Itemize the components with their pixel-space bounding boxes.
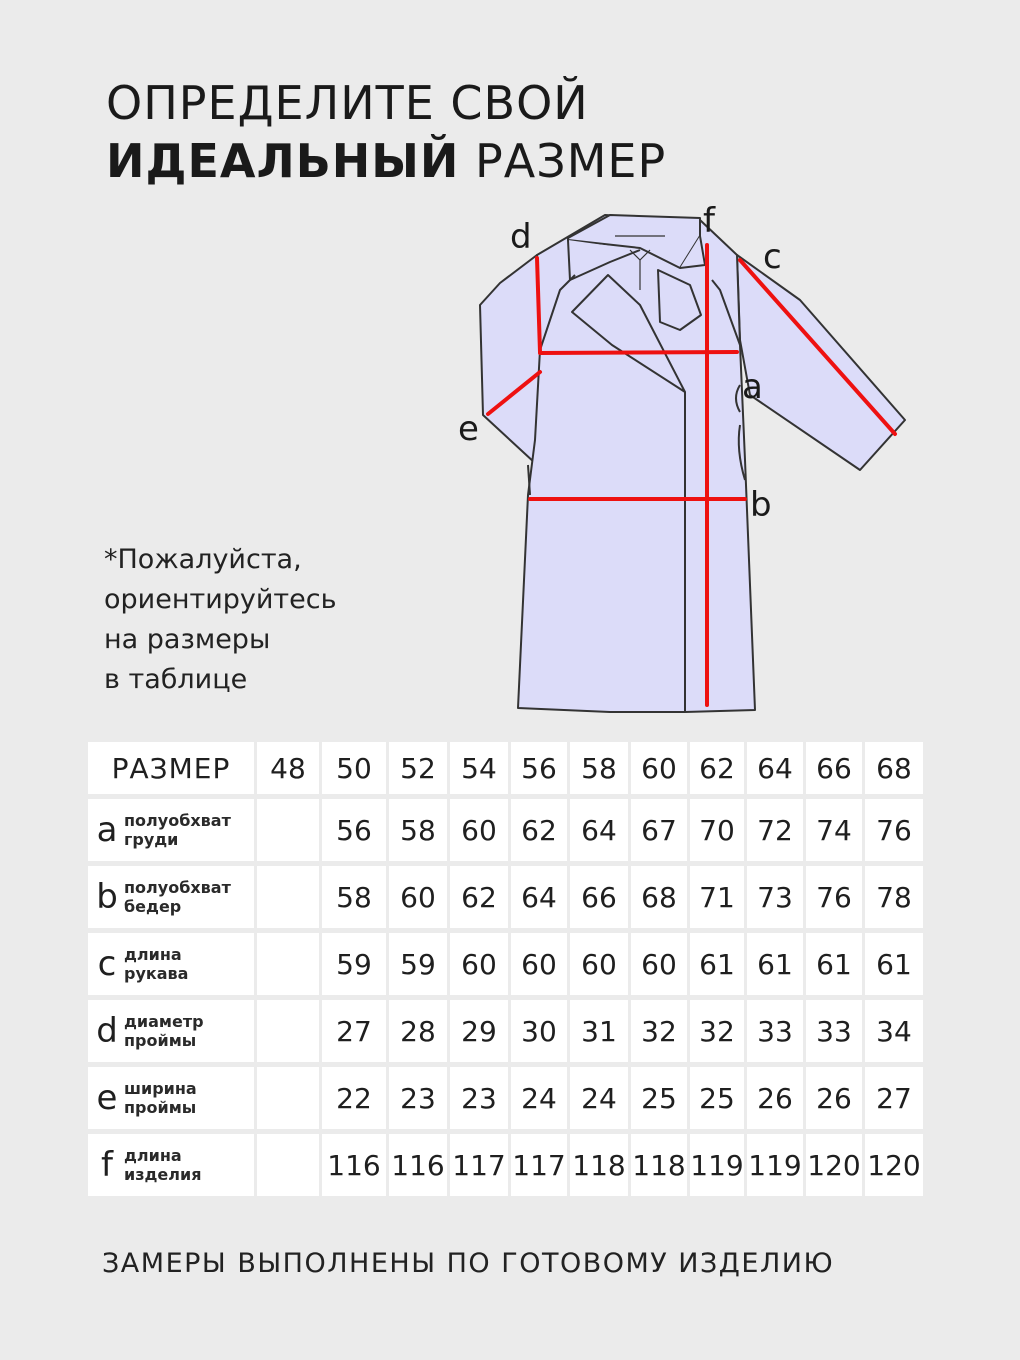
table-cell: 67 bbox=[631, 799, 687, 861]
measure-description-line: рукава bbox=[124, 964, 189, 983]
measure-letter: c bbox=[97, 944, 117, 984]
measure-description bbox=[124, 811, 231, 849]
table-cell: 71 bbox=[690, 866, 744, 928]
measure-label bbox=[88, 1067, 254, 1129]
note-line: на размеры bbox=[104, 624, 271, 655]
table-cell: 74 bbox=[806, 799, 862, 861]
table-cell: 24 bbox=[511, 1067, 567, 1129]
measure-letter: f bbox=[101, 1145, 113, 1185]
label-e: e bbox=[458, 409, 479, 449]
measure-label bbox=[88, 799, 254, 861]
measure-description-line: бедер bbox=[124, 897, 182, 916]
title-line-2 bbox=[106, 132, 666, 190]
size-note bbox=[104, 540, 337, 700]
table-cell: 23 bbox=[450, 1067, 508, 1129]
table-cell: 116 bbox=[389, 1134, 447, 1196]
table-cell: 119 bbox=[690, 1134, 744, 1196]
table-cell: 61 bbox=[865, 933, 923, 995]
table-cell: 72 bbox=[747, 799, 803, 861]
table-cell: 118 bbox=[631, 1134, 687, 1196]
table-cell: 117 bbox=[450, 1134, 508, 1196]
label-a: a bbox=[742, 367, 763, 407]
table-cell: 25 bbox=[690, 1067, 744, 1129]
table-cell: 73 bbox=[747, 866, 803, 928]
table-cell bbox=[257, 866, 319, 928]
table-cell: 60 bbox=[631, 933, 687, 995]
coat-illustration bbox=[480, 215, 905, 712]
title-line-1: ОПРЕДЕЛИТЕ СВОЙ bbox=[106, 76, 589, 130]
table-cell: 60 bbox=[389, 866, 447, 928]
table-cell: 59 bbox=[322, 933, 386, 995]
table-cell: 64 bbox=[570, 799, 628, 861]
note-line: в таблице bbox=[104, 664, 248, 695]
size-header: 60 bbox=[631, 742, 687, 794]
measure-label bbox=[88, 1000, 254, 1062]
measure-letter: a bbox=[96, 810, 118, 850]
table-cell: 22 bbox=[322, 1067, 386, 1129]
table-cell: 76 bbox=[806, 866, 862, 928]
table-cell: 26 bbox=[747, 1067, 803, 1129]
table-cell: 27 bbox=[865, 1067, 923, 1129]
table-cell bbox=[257, 1000, 319, 1062]
size-header: 62 bbox=[690, 742, 744, 794]
table-cell: 26 bbox=[806, 1067, 862, 1129]
label-d: d bbox=[510, 217, 532, 257]
measure-description-line: проймы bbox=[124, 1098, 197, 1117]
size-header: 54 bbox=[450, 742, 508, 794]
table-cell: 32 bbox=[631, 1000, 687, 1062]
size-header: 58 bbox=[570, 742, 628, 794]
table-cell: 23 bbox=[389, 1067, 447, 1129]
label-b: b bbox=[750, 485, 772, 525]
table-cell: 25 bbox=[631, 1067, 687, 1129]
table-cell bbox=[257, 799, 319, 861]
page-title bbox=[106, 74, 666, 190]
table-cell: 59 bbox=[389, 933, 447, 995]
size-header: 68 bbox=[865, 742, 923, 794]
table-cell: 30 bbox=[511, 1000, 567, 1062]
measure-letter: d bbox=[96, 1011, 118, 1051]
table-cell bbox=[257, 933, 319, 995]
measure-description bbox=[124, 1146, 201, 1184]
table-cell: 61 bbox=[690, 933, 744, 995]
measure-description-line: изделия bbox=[124, 1165, 202, 1184]
table-cell: 120 bbox=[865, 1134, 923, 1196]
table-cell: 118 bbox=[570, 1134, 628, 1196]
note-line: *Пожалуйста, bbox=[104, 544, 302, 575]
table-cell: 60 bbox=[511, 933, 567, 995]
table-cell: 29 bbox=[450, 1000, 508, 1062]
table-cell: 61 bbox=[806, 933, 862, 995]
size-header: 64 bbox=[747, 742, 803, 794]
table-cell: 64 bbox=[511, 866, 567, 928]
table-cell: 120 bbox=[806, 1134, 862, 1196]
table-cell bbox=[257, 1134, 319, 1196]
measure-description bbox=[124, 945, 188, 983]
measure-description bbox=[124, 1079, 197, 1117]
measure-description-line: проймы bbox=[124, 1031, 197, 1050]
table-cell bbox=[257, 1067, 319, 1129]
measure-description bbox=[124, 878, 231, 916]
table-cell: 33 bbox=[747, 1000, 803, 1062]
table-cell: 68 bbox=[631, 866, 687, 928]
table-cell: 78 bbox=[865, 866, 923, 928]
table-cell: 62 bbox=[450, 866, 508, 928]
table-cell: 60 bbox=[570, 933, 628, 995]
label-c: c bbox=[763, 237, 782, 277]
size-header: 56 bbox=[511, 742, 567, 794]
footer-note: ЗАМЕРЫ ВЫПОЛНЕНЫ ПО ГОТОВОМУ ИЗДЕЛИЮ bbox=[102, 1248, 835, 1279]
header-label: РАЗМЕР bbox=[88, 742, 254, 794]
table-cell: 62 bbox=[511, 799, 567, 861]
title-bold-word: ИДЕАЛЬНЫЙ bbox=[106, 134, 460, 188]
measure-description-line: длина bbox=[124, 1146, 182, 1165]
table-cell: 28 bbox=[389, 1000, 447, 1062]
coat-diagram bbox=[440, 190, 930, 730]
size-header: 48 bbox=[257, 742, 319, 794]
table-cell: 34 bbox=[865, 1000, 923, 1062]
table-cell: 61 bbox=[747, 933, 803, 995]
table-cell: 24 bbox=[570, 1067, 628, 1129]
measure-letter: b bbox=[96, 877, 118, 917]
measure-description-line: ширина bbox=[124, 1079, 197, 1098]
table-cell: 117 bbox=[511, 1134, 567, 1196]
note-line: ориентируйтесь bbox=[104, 584, 337, 615]
table-cell: 70 bbox=[690, 799, 744, 861]
measure-description-line: длина bbox=[124, 945, 182, 964]
size-header: 50 bbox=[322, 742, 386, 794]
measure-description-line: груди bbox=[124, 830, 179, 849]
table-cell: 66 bbox=[570, 866, 628, 928]
size-header: 66 bbox=[806, 742, 862, 794]
table-cell: 60 bbox=[450, 799, 508, 861]
table-cell: 58 bbox=[389, 799, 447, 861]
measure-description bbox=[124, 1012, 204, 1050]
table-cell: 31 bbox=[570, 1000, 628, 1062]
title-rest-word: РАЗМЕР bbox=[475, 134, 667, 188]
table-cell: 56 bbox=[322, 799, 386, 861]
measure-label bbox=[88, 933, 254, 995]
size-header: 52 bbox=[389, 742, 447, 794]
table-cell: 76 bbox=[865, 799, 923, 861]
measure-description-line: диаметр bbox=[124, 1012, 204, 1031]
measure-description-line: полуобхват bbox=[124, 811, 231, 830]
label-f: f bbox=[703, 201, 715, 241]
table-cell: 58 bbox=[322, 866, 386, 928]
measure-label bbox=[88, 866, 254, 928]
size-table bbox=[88, 742, 923, 1201]
table-cell: 119 bbox=[747, 1134, 803, 1196]
table-cell: 33 bbox=[806, 1000, 862, 1062]
table-cell: 27 bbox=[322, 1000, 386, 1062]
measure-label bbox=[88, 1134, 254, 1196]
table-cell: 60 bbox=[450, 933, 508, 995]
measure-letter: e bbox=[96, 1078, 118, 1118]
table-cell: 32 bbox=[690, 1000, 744, 1062]
measure-description-line: полуобхват bbox=[124, 878, 231, 897]
table-cell: 116 bbox=[322, 1134, 386, 1196]
